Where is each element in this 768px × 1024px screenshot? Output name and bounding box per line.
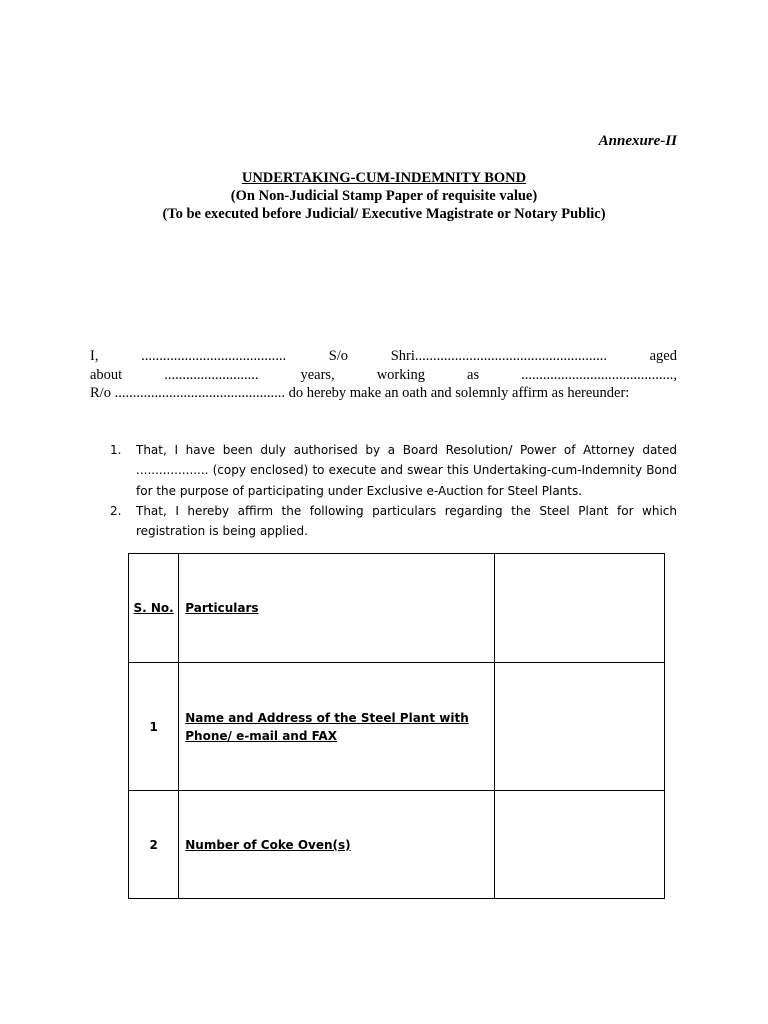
row-particulars-cell [179,791,495,899]
row-value-cell [494,663,664,791]
clause-text: That, I hereby affirm the following particulars regarding the Steel Plant for which registration is being applied. [136,503,677,539]
header-sno-cell [129,554,179,663]
header-sno: S. No. [133,601,174,615]
clause-item [110,501,677,542]
header-particulars: Particulars [185,601,259,615]
row-sno: 1 [129,663,179,791]
oath-line-2 [90,366,677,385]
clause-list [110,440,677,541]
oath-word: working [376,366,426,383]
father-name-blank: Shri..................................................... [390,348,607,364]
stamp-paper-note: (On Non-Judicial Stamp Paper of requisite value) [230,188,538,204]
header-value-cell [494,554,664,663]
particulars-table [128,553,665,899]
oath-line-1 [90,347,677,366]
clause-item [110,440,677,501]
table-row [129,791,665,899]
table-row [129,663,665,791]
clause-number: 1. [110,443,122,457]
table-header-row [129,554,665,663]
oath-word: I, [90,348,99,364]
header-particulars-cell [179,554,495,663]
row-particulars: Name and Address of the Steel Plant with Phone/ e-mail and FAX [185,710,469,743]
oath-paragraph [90,347,677,403]
oath-word: about [90,366,123,383]
name-blank: ........................................ [141,348,287,364]
clause-text: That, I have been duly authorised by a Board Resolution/ Power of Attorney dated ................... (copy enclosed) to execute and swear this Undertaking-cum-Indemnity Bond for the purpose of participating under Exclusive e-Auction for Steel Plants. [136,443,677,498]
oath-line-3: R/o ............................................... do hereby make an oath and solemnly affirm as hereunder: [90,385,630,401]
oath-word: years, [300,366,335,383]
clause-number: 2. [110,503,122,518]
row-value-cell [494,791,664,899]
oath-word: S/o [328,348,349,364]
age-blank: .......................... [164,366,259,383]
oath-word: aged [649,348,677,364]
designation-blank: .........................................., [521,366,677,383]
row-particulars-cell [179,663,495,791]
bond-title: UNDERTAKING-CUM-INDEMNITY BOND [241,170,527,186]
row-particulars: Number of Coke Oven(s) [185,837,351,852]
row-sno: 2 [129,791,179,899]
oath-word: as [467,366,480,383]
document-heading [0,169,768,223]
execution-note: (To be executed before Judicial/ Executive Magistrate or Notary Public) [162,206,606,222]
annexure-label: Annexure-II [598,133,677,149]
